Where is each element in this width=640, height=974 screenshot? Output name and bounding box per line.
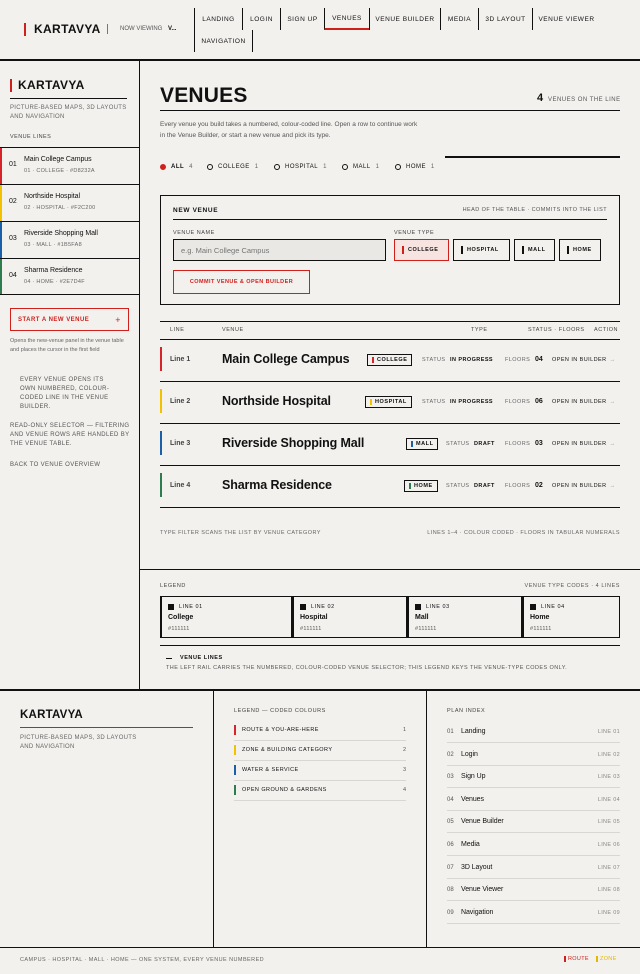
type-marker xyxy=(522,246,524,254)
now-viewing-label: NOW VIEWING xyxy=(120,26,163,32)
venue-meta: 02 · HOSPITAL · #F2C200 xyxy=(24,205,96,211)
panel-note: HEAD OF THE TABLE · COMMITS INTO THE LIST xyxy=(462,207,607,213)
type-marker xyxy=(402,246,404,254)
floors-value: 04 xyxy=(535,356,543,363)
coded-colour-item xyxy=(234,781,406,801)
index-number: 08 xyxy=(447,887,454,893)
venue-color-bar xyxy=(0,259,2,295)
divider xyxy=(0,689,640,691)
status-label: STATUS xyxy=(446,483,470,489)
index-label: Venues xyxy=(461,796,484,803)
venue-name: Northside Hospital xyxy=(24,193,80,200)
type-label: COLLEGE xyxy=(408,247,439,253)
index-number: 06 xyxy=(447,842,454,848)
coded-colour-item xyxy=(234,721,406,741)
legend-swatch xyxy=(530,604,536,610)
type-badge-label: MALL xyxy=(416,441,434,447)
type-mall-button[interactable] xyxy=(514,239,555,261)
type-marker xyxy=(411,441,413,447)
status-label: STATUS xyxy=(422,357,446,363)
table-footnote: TYPE FILTER SCANS THE LIST BY VENUE CATEGORY xyxy=(160,530,321,536)
divider xyxy=(445,156,620,158)
index-label: Venue Builder xyxy=(461,818,504,825)
sidebar-tagline: PICTURE-BASED MAPS, 3D LAYOUTS AND NAVIGATION xyxy=(10,105,127,120)
plan-index-item[interactable] xyxy=(447,744,620,766)
legend-hex: #111111 xyxy=(300,626,322,632)
nav-venue-viewer[interactable]: VENUE VIEWER xyxy=(532,8,600,30)
venue-type-label: VENUE TYPE xyxy=(394,230,435,236)
type-badge-label: HOSPITAL xyxy=(375,399,407,405)
footer-tagline-bottom: CAMPUS · HOSPITAL · MALL · HOME — ONE SYSTEM, EVERY VENUE NUMBERED xyxy=(20,957,265,963)
plan-index-title: PLAN INDEX xyxy=(447,708,486,714)
index-line: LINE 06 xyxy=(597,842,620,848)
row-line: Line 3 xyxy=(170,440,191,447)
new-venue-panel xyxy=(160,195,620,305)
coded-colour-label: OPEN GROUND & GARDENS xyxy=(242,787,327,793)
open-in-builder-link[interactable] xyxy=(552,441,616,447)
nav-media[interactable]: MEDIA xyxy=(440,8,478,30)
legend-title: LEGEND xyxy=(160,583,186,589)
filter-count: 4 xyxy=(189,164,193,170)
coded-colour-number: 3 xyxy=(402,767,406,773)
floors-value: 02 xyxy=(535,482,543,489)
colour-bar xyxy=(234,725,236,735)
floors-value: 03 xyxy=(535,440,543,447)
row-line: Line 2 xyxy=(170,398,191,405)
filter-mall[interactable] xyxy=(342,164,379,170)
legend-card xyxy=(160,596,292,638)
coded-colour-number: 4 xyxy=(402,787,406,793)
index-label: Venue Viewer xyxy=(461,886,504,893)
open-in-builder-link[interactable] xyxy=(552,483,616,489)
divider xyxy=(426,691,427,948)
status-value: DRAFT xyxy=(474,483,495,489)
commit-venue-button[interactable]: COMMIT VENUE & OPEN BUILDER xyxy=(173,270,310,294)
venue-color-bar xyxy=(0,148,2,184)
divider xyxy=(0,947,640,948)
index-label: Landing xyxy=(461,728,486,735)
type-badge-label: HOME xyxy=(414,483,433,489)
sidebar-title: KARTAVYA xyxy=(10,79,127,92)
open-link-label: OPEN IN BUILDER xyxy=(552,483,607,489)
index-line: LINE 07 xyxy=(597,865,620,871)
divider xyxy=(160,645,620,646)
venue-name: Riverside Shopping Mall xyxy=(24,230,98,237)
index-number: 04 xyxy=(447,797,454,803)
filter-count: 1 xyxy=(254,164,259,170)
colour-bar xyxy=(234,785,236,795)
venue-line-number: 04 xyxy=(9,272,17,279)
type-home-button[interactable] xyxy=(559,239,601,261)
zone-key: ZONE xyxy=(596,956,617,962)
sidebar-note: EVERY VENUE OPENS ITS OWN NUMBERED, COLOUR-CODED LINE IN THE VENUE BUILDER. xyxy=(20,377,110,410)
status-value: IN PROGRESS xyxy=(450,357,494,363)
index-line: LINE 09 xyxy=(597,910,620,916)
sidebar xyxy=(0,61,140,689)
legend-line: LINE 03 xyxy=(426,604,450,610)
index-number: 01 xyxy=(447,729,454,735)
table-row[interactable] xyxy=(160,424,620,466)
nav-venues[interactable]: VENUES xyxy=(324,8,369,30)
plan-index-item[interactable] xyxy=(447,789,620,811)
panel-title: NEW VENUE xyxy=(173,207,219,214)
venue-count: 4 xyxy=(537,92,544,104)
type-marker xyxy=(409,483,411,489)
back-to-overview-link[interactable]: BACK TO VENUE OVERVIEW xyxy=(10,462,101,468)
coded-colours-title: LEGEND — CODED COLOURS xyxy=(234,708,326,714)
index-line: LINE 01 xyxy=(597,729,620,735)
filter-label: HOSPITAL xyxy=(285,164,319,170)
legend-name: Home xyxy=(530,614,550,621)
status-value: IN PROGRESS xyxy=(450,399,494,405)
type-badge-label: COLLEGE xyxy=(377,357,408,363)
brand-logo[interactable]: KARTAVYA xyxy=(24,23,101,36)
plus-icon: + xyxy=(115,315,121,325)
floors-value: 06 xyxy=(535,398,543,405)
venue-line-number: 03 xyxy=(9,235,17,242)
coded-colour-label: WATER & SERVICE xyxy=(242,767,299,773)
now-viewing xyxy=(120,26,176,32)
divider xyxy=(213,691,214,948)
line-color-bar xyxy=(160,347,162,371)
line-color-bar xyxy=(160,389,162,413)
now-viewing-value: V... xyxy=(168,26,177,32)
type-label: HOME xyxy=(573,247,592,253)
filter-label: MALL xyxy=(353,164,371,170)
table-row[interactable] xyxy=(160,382,620,424)
row-venue-name: Riverside Shopping Mall xyxy=(222,436,365,450)
row-venue-name: Sharma Residence xyxy=(222,478,332,492)
index-line: LINE 03 xyxy=(597,774,620,780)
plan-index-item[interactable] xyxy=(447,766,620,788)
plan-index-item[interactable] xyxy=(447,811,620,833)
legend-hex: #111111 xyxy=(168,626,190,632)
plan-index-item[interactable] xyxy=(447,834,620,856)
footer-brand: KARTAVYA xyxy=(20,709,83,721)
plan-index-item[interactable] xyxy=(447,857,620,879)
status-value: DRAFT xyxy=(474,441,495,447)
radio-icon xyxy=(342,164,348,170)
sidebar-venue-item[interactable] xyxy=(0,258,139,295)
table-header xyxy=(160,321,620,340)
divider xyxy=(107,24,108,34)
open-link-label: OPEN IN BUILDER xyxy=(552,399,607,405)
column-header-status-floors: STATUS · FLOORS xyxy=(528,327,585,333)
nav-sign-up[interactable]: SIGN UP xyxy=(280,8,324,30)
plan-index-item[interactable] xyxy=(447,879,620,901)
venue-lines-label: VENUE LINES xyxy=(10,134,52,140)
open-link-label: OPEN IN BUILDER xyxy=(552,357,607,363)
filter-count: 1 xyxy=(375,164,380,170)
index-line: LINE 05 xyxy=(597,819,620,825)
dash-icon xyxy=(166,658,172,659)
row-venue-name: Northside Hospital xyxy=(222,394,331,408)
arrow-right-icon: → xyxy=(609,399,616,405)
divider xyxy=(140,569,640,570)
table-footnote: LINES 1–4 · COLOUR CODED · FLOORS IN TABULAR NUMERALS xyxy=(427,530,620,536)
colour-bar xyxy=(234,745,236,755)
start-new-venue-button[interactable] xyxy=(10,308,129,331)
filter-count: 1 xyxy=(430,164,435,170)
colour-bar xyxy=(234,765,236,775)
status-label: STATUS xyxy=(422,399,446,405)
open-in-builder-link[interactable] xyxy=(552,399,616,405)
line-color-bar xyxy=(160,473,162,497)
open-in-builder-link[interactable] xyxy=(552,357,616,363)
legend-card xyxy=(407,596,522,638)
filter-label: COLLEGE xyxy=(218,164,250,170)
index-line: LINE 04 xyxy=(597,797,620,803)
nav-3d-layout[interactable]: 3D LAYOUT xyxy=(478,8,532,30)
coded-colour-label: ZONE & BUILDING CATEGORY xyxy=(242,747,333,753)
intro-text: Every venue you build takes a numbered, colour-coded line. Open a row to continue work in the Venue Builder, or start a new venue and pick its type. xyxy=(160,121,418,139)
legend-swatch xyxy=(415,604,421,610)
index-label: 3D Layout xyxy=(461,864,493,871)
index-number: 02 xyxy=(447,752,454,758)
type-badge xyxy=(404,480,438,492)
plan-index-item[interactable] xyxy=(447,721,620,743)
table-row[interactable] xyxy=(160,466,620,508)
index-label: Sign Up xyxy=(461,773,486,780)
type-college-button[interactable] xyxy=(394,239,449,261)
divider xyxy=(0,294,139,295)
type-marker xyxy=(461,246,463,254)
divider xyxy=(20,727,193,728)
start-help-text: Opens the new-venue panel in the venue table and places the cursor in the first field xyxy=(10,338,124,353)
nav-landing[interactable]: LANDING xyxy=(194,8,242,30)
index-label: Media xyxy=(461,841,480,848)
venue-meta: 01 · COLLEGE · #D8232A xyxy=(24,168,95,174)
legend-swatch xyxy=(168,604,174,610)
radio-icon xyxy=(160,164,166,170)
filter-label: HOME xyxy=(406,164,426,170)
filter-home[interactable] xyxy=(395,164,435,170)
floors-label: FLOORS xyxy=(505,483,531,489)
venue-name: Main College Campus xyxy=(24,156,92,163)
row-venue-name: Main College Campus xyxy=(222,352,350,366)
coded-colour-item xyxy=(234,761,406,781)
venue-line-number: 01 xyxy=(9,161,17,168)
index-number: 05 xyxy=(447,819,454,825)
coded-colour-number: 1 xyxy=(402,727,406,733)
legend-line: LINE 02 xyxy=(311,604,335,610)
legend-key-title: VENUE LINES xyxy=(180,655,223,661)
type-marker xyxy=(372,357,374,363)
venue-count-label: VENUES ON THE LINE xyxy=(548,97,621,103)
legend-hex: #111111 xyxy=(415,626,437,632)
legend-line: LINE 01 xyxy=(179,604,203,610)
coded-colour-item xyxy=(234,741,406,761)
sidebar-venue-item[interactable] xyxy=(0,184,139,221)
legend-name: Mall xyxy=(415,614,429,621)
filter-all[interactable] xyxy=(160,164,193,170)
legend-codes-label: VENUE TYPE CODES · 4 LINES xyxy=(524,583,620,589)
type-marker xyxy=(567,246,569,254)
index-number: 09 xyxy=(447,910,454,916)
sidebar-venue-item[interactable] xyxy=(0,147,139,184)
index-number: 03 xyxy=(447,774,454,780)
sidebar-note: READ-ONLY SELECTOR — FILTERING AND VENUE ROWS ARE HANDLED BY THE VENUE TABLE. xyxy=(10,423,130,447)
arrow-right-icon: → xyxy=(609,483,616,489)
legend-name: College xyxy=(168,614,194,621)
index-label: Navigation xyxy=(461,909,494,916)
legend-name: Hospital xyxy=(300,614,328,621)
legend-key-description: THE LEFT RAIL CARRIES THE NUMBERED, COLOUR-CODED VENUE SELECTOR; THIS LEGEND KEYS THE VENUE-TYPE CODES ONLY. xyxy=(166,665,568,671)
divider xyxy=(173,219,607,220)
floors-label: FLOORS xyxy=(505,441,531,447)
radio-icon xyxy=(274,164,280,170)
filter-college[interactable] xyxy=(207,164,259,170)
type-badge xyxy=(365,396,412,408)
type-marker xyxy=(370,399,372,405)
floors-label: FLOORS xyxy=(505,399,531,405)
column-header-type: TYPE xyxy=(471,327,488,333)
coded-colour-label: ROUTE & YOU-ARE-HERE xyxy=(242,727,319,733)
index-line: LINE 02 xyxy=(597,752,620,758)
filter-count: 1 xyxy=(323,164,327,170)
index-number: 07 xyxy=(447,865,454,871)
filter-hospital[interactable] xyxy=(274,164,327,170)
venue-name-input[interactable] xyxy=(173,239,386,261)
divider xyxy=(10,98,127,99)
arrow-right-icon: → xyxy=(609,441,616,447)
type-label: HOSPITAL xyxy=(467,247,499,253)
type-label: MALL xyxy=(528,247,546,253)
venue-color-bar xyxy=(0,222,2,258)
status-label: STATUS xyxy=(446,441,470,447)
filter-label: ALL xyxy=(171,164,185,170)
nav-navigation[interactable]: NAVIGATION xyxy=(194,30,253,52)
arrow-right-icon: → xyxy=(609,357,616,363)
venue-meta: 03 · MALL · #1B5FA8 xyxy=(24,242,82,248)
index-line: LINE 08 xyxy=(597,887,620,893)
nav-login[interactable]: LOGIN xyxy=(242,8,280,30)
row-line: Line 4 xyxy=(170,482,191,489)
row-line: Line 1 xyxy=(170,356,191,363)
type-badge xyxy=(406,438,438,450)
venue-name-label: VENUE NAME xyxy=(173,230,215,236)
coded-colour-number: 2 xyxy=(402,747,406,753)
venue-color-bar xyxy=(0,185,2,221)
divider xyxy=(160,110,620,111)
sidebar-venue-item[interactable] xyxy=(0,221,139,258)
index-label: Login xyxy=(461,751,478,758)
venue-name: Sharma Residence xyxy=(24,267,83,274)
venue-line-number: 02 xyxy=(9,198,17,205)
column-header-action: ACTION xyxy=(594,327,619,333)
column-header-venue: VENUE xyxy=(222,327,244,333)
plan-index-item[interactable] xyxy=(447,902,620,924)
type-badge xyxy=(367,354,412,366)
type-hospital-button[interactable] xyxy=(453,239,510,261)
column-header-line: LINE xyxy=(170,327,185,333)
radio-icon xyxy=(395,164,401,170)
page-title: VENUES xyxy=(160,84,248,107)
legend-swatch xyxy=(300,604,306,610)
legend-hex: #111111 xyxy=(530,626,552,632)
legend-line: LINE 04 xyxy=(541,604,565,610)
table-row[interactable] xyxy=(160,340,620,382)
legend-card xyxy=(522,596,620,638)
nav-venue-builder[interactable]: VENUE BUILDER xyxy=(369,8,440,30)
radio-icon xyxy=(207,164,213,170)
top-bar xyxy=(0,0,640,61)
route-key: ROUTE xyxy=(564,956,589,962)
floors-label: FLOORS xyxy=(505,357,531,363)
footer-tagline: PICTURE-BASED MAPS, 3D LAYOUTS AND NAVIGATION xyxy=(20,735,137,750)
venue-meta: 04 · HOME · #2E7D4F xyxy=(24,279,85,285)
start-new-venue-label: START A NEW VENUE xyxy=(18,317,90,323)
line-color-bar xyxy=(160,431,162,455)
open-link-label: OPEN IN BUILDER xyxy=(552,441,607,447)
legend-card xyxy=(292,596,407,638)
